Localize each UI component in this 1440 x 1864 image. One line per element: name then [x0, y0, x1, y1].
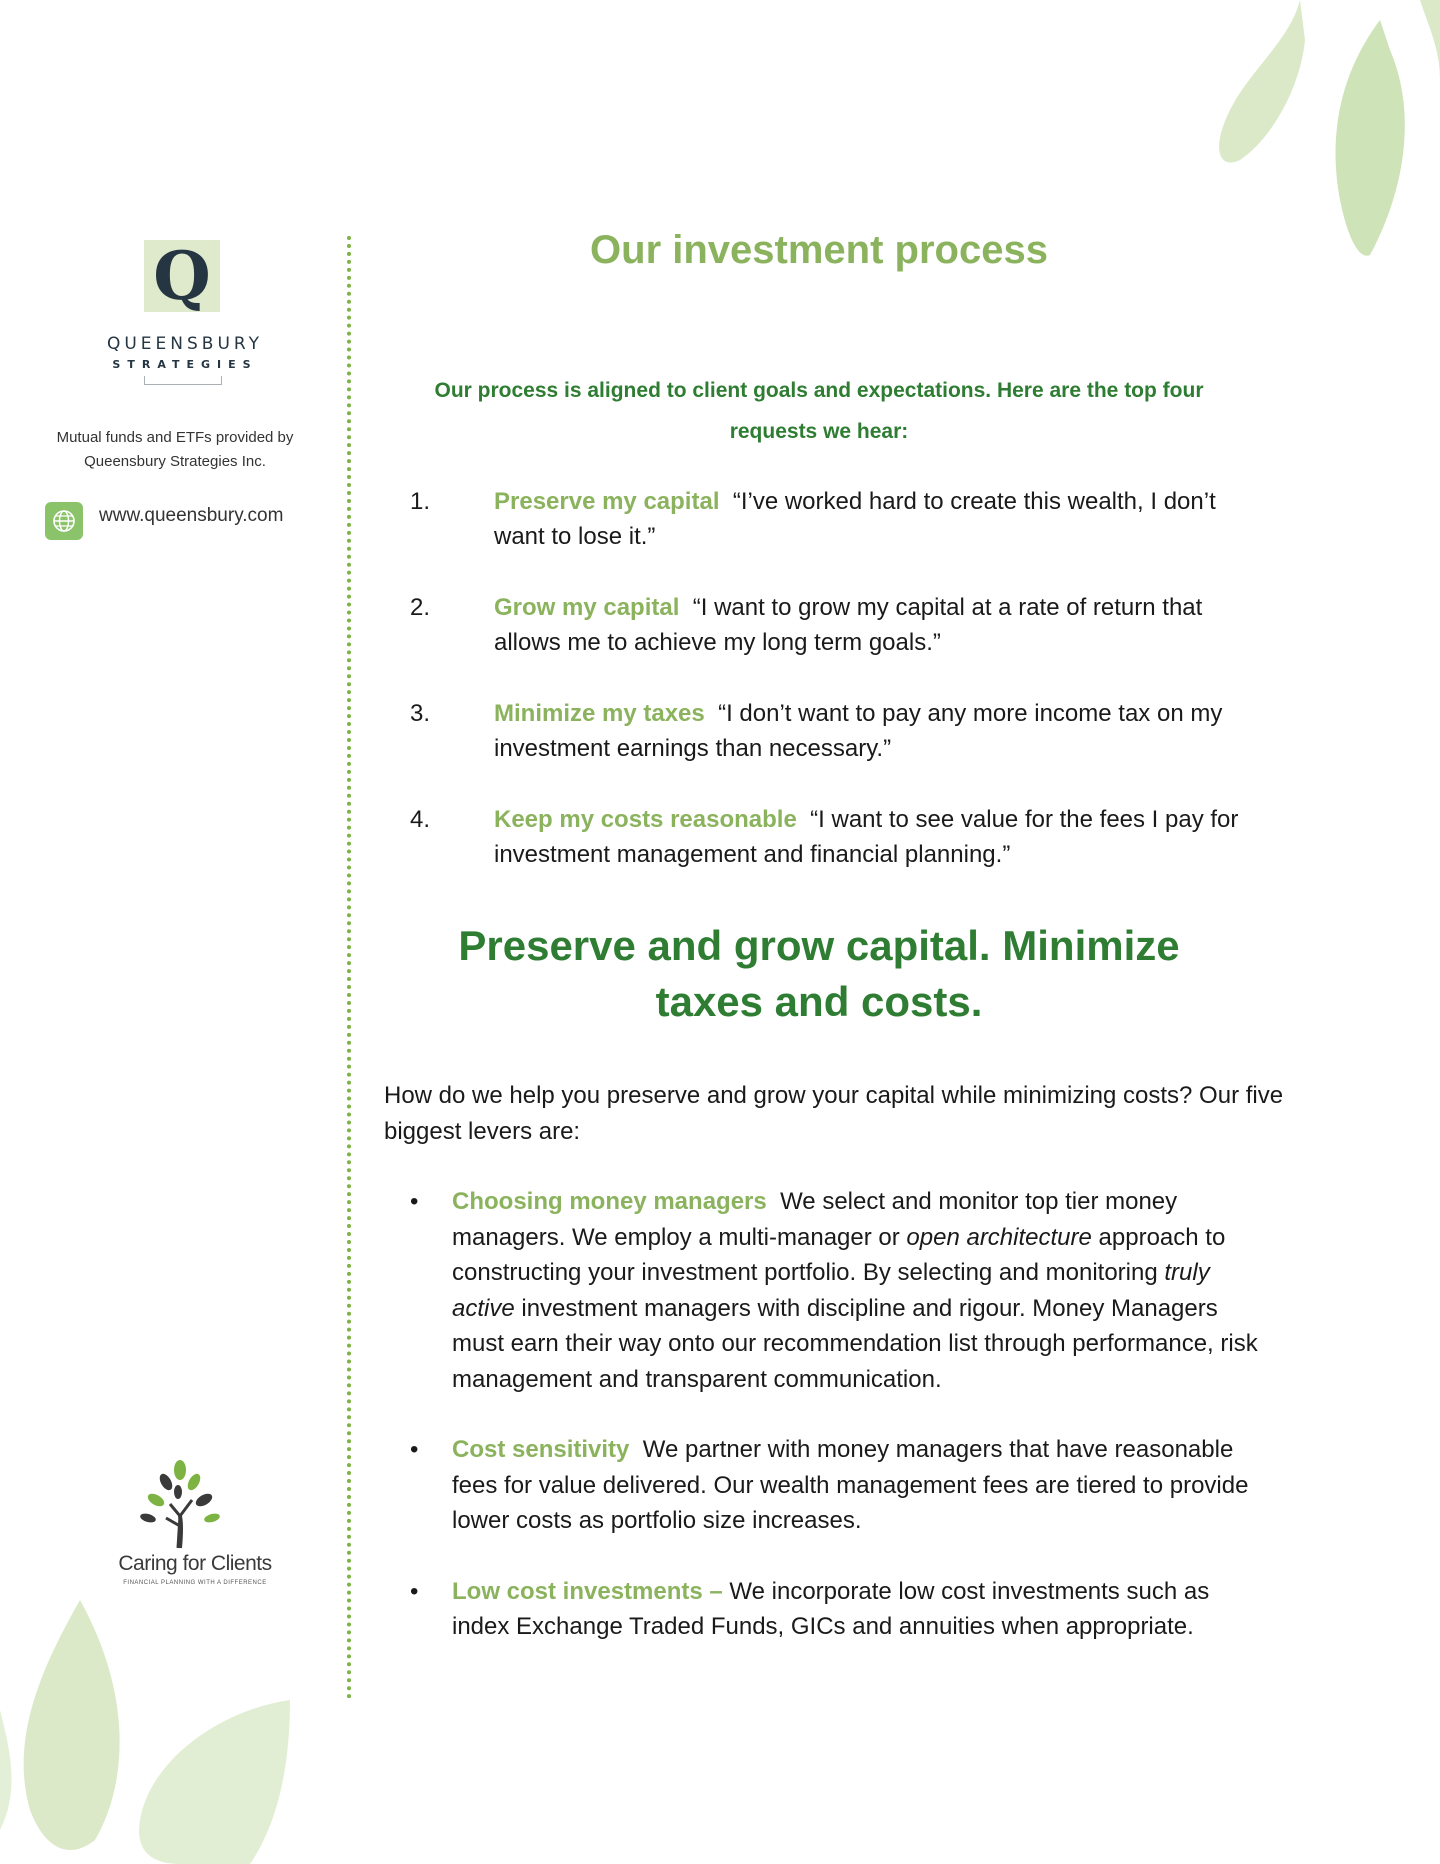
lever-text: We incorporate low cost investments such as index Exchange Traded Funds, GICs and annuities when appropriate. [452, 1577, 1210, 1640]
lever-text: We select and monitor top tier money managers. We employ a multi-manager or [452, 1188, 1178, 1251]
logo-rule [144, 376, 222, 385]
lever-emphasis: open architecture [906, 1223, 1092, 1251]
caring-title: Caring for Clients [118, 1552, 272, 1575]
provider-line-2: Queensbury Strategies Inc. [84, 453, 266, 470]
bullet: • [410, 1188, 419, 1215]
caring-for-clients-logo [100, 1456, 280, 1606]
request-quote: “I want to see value for the fees I pay for investment management and financial planning.” [494, 806, 1239, 868]
lever-label: Choosing money managers [452, 1188, 767, 1215]
globe-icon [45, 502, 83, 540]
page-title: Our investment process [590, 228, 1048, 272]
list-item [410, 696, 1270, 766]
lever-text: approach to constructing your investment portfolio. By selecting and monitoring [452, 1223, 1226, 1286]
intro-text: Our process is aligned to client goals and expectations. Here are the top four requests we hear: [434, 379, 1204, 443]
tree-icon [100, 1456, 280, 1552]
logo-name: QUEENSBURY [106, 334, 264, 354]
lever-text: We partner with money managers that have reasonable fees for value delivered. Our wealth management fees are tiered to provide lower costs as portfolio size increases. [452, 1436, 1249, 1534]
list-item [410, 590, 1270, 660]
list-number: 2. [410, 594, 431, 621]
request-quote: “I want to grow my capital at a rate of return that allows me to achieve my long term goals.” [494, 594, 1203, 656]
list-item [410, 1574, 1270, 1645]
list-number: 4. [410, 806, 431, 833]
section-heading: Preserve and grow capital. Minimize taxes and costs. [458, 922, 1180, 1025]
request-label: Grow my capital [494, 594, 680, 621]
request-label: Preserve my capital [494, 488, 720, 515]
provider-note [30, 426, 320, 474]
levers-list [410, 1184, 1270, 1680]
website-link[interactable]: www.queensbury.com [99, 505, 284, 526]
logo-letter: Q [153, 237, 211, 315]
lever-label: Cost sensitivity [452, 1436, 630, 1463]
list-number: 3. [410, 700, 431, 727]
provider-line-1: Mutual funds and ETFs provided by [56, 429, 294, 446]
list-item [410, 1184, 1270, 1397]
logo-subtitle: STRATEGIES [112, 358, 258, 371]
dotted-divider [347, 236, 351, 1700]
request-quote: “I don’t want to pay any more income tax on my investment earnings than necessary.” [494, 700, 1223, 762]
list-item [410, 1432, 1270, 1539]
list-item [410, 802, 1270, 872]
sidebar [0, 230, 350, 1700]
request-label: Minimize my taxes [494, 700, 705, 727]
request-quote: “I’ve worked hard to create this wealth, I don’t want to lose it.” [494, 488, 1216, 550]
lever-emphasis: truly active [452, 1259, 1210, 1322]
caring-tagline: FINANCIAL PLANNING WITH A DIFFERENCE [123, 1580, 267, 1586]
list-number: 1. [410, 488, 431, 515]
list-item [410, 484, 1270, 554]
lever-text: investment managers with discipline and rigour. Money Managers must earn their way onto our recommendation list through performance, risk management and transparent communication. [452, 1294, 1258, 1393]
lever-label: Low cost investments – [452, 1577, 723, 1605]
bullet: • [410, 1436, 419, 1463]
bullet: • [410, 1577, 419, 1605]
requests-list [410, 484, 1270, 908]
levers-intro: How do we help you preserve and grow your capital while minimizing costs? Our five biggest levers are: [384, 1082, 1284, 1145]
request-label: Keep my costs reasonable [494, 806, 797, 833]
queensbury-logo [144, 237, 220, 315]
